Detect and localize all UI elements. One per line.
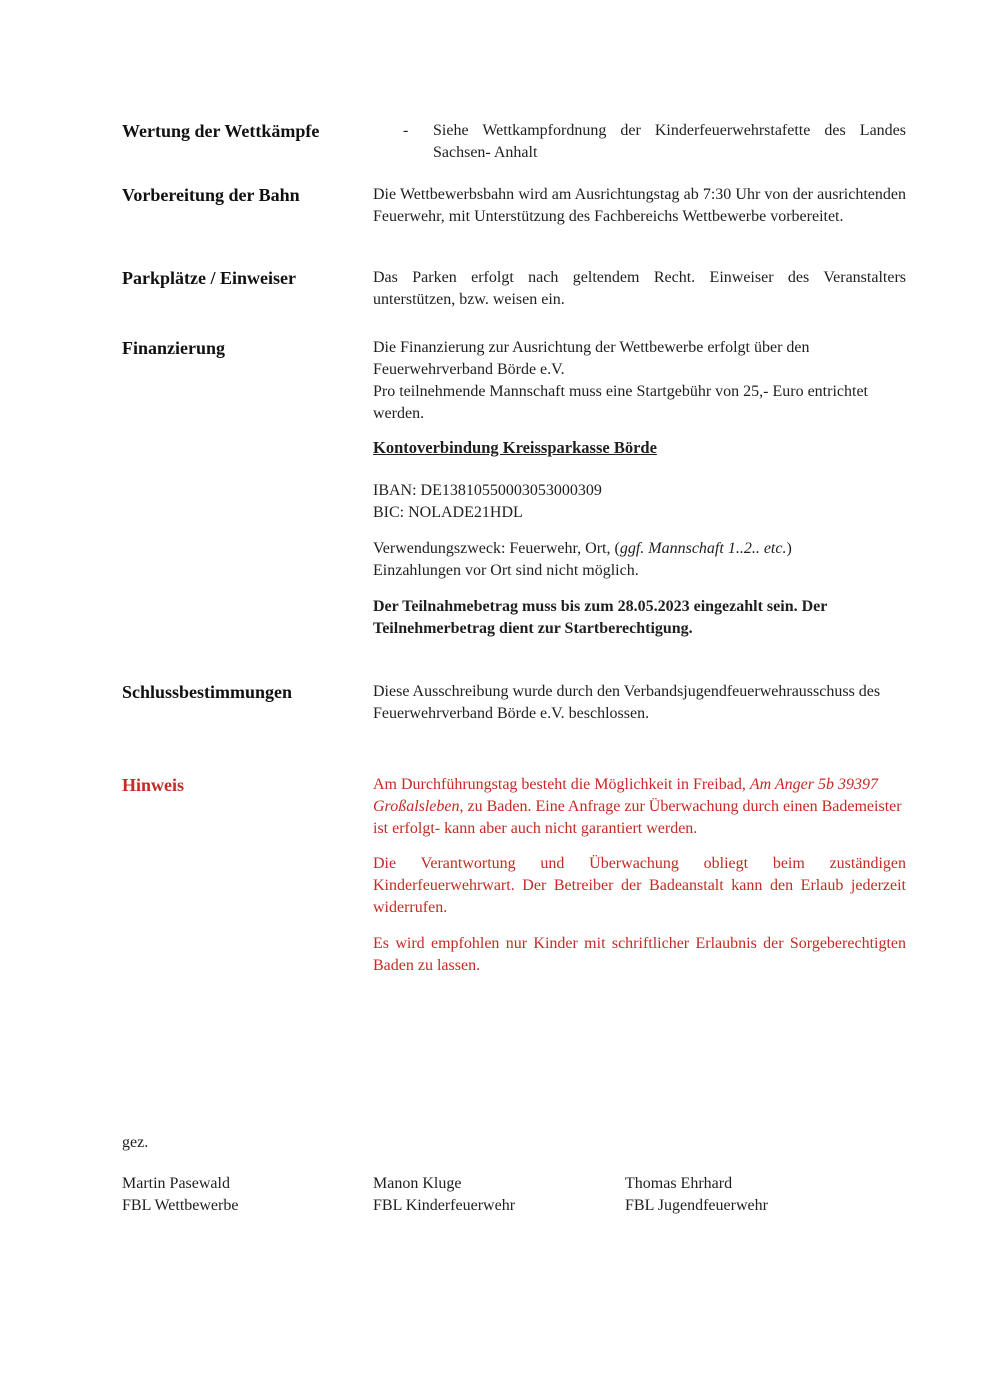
bank-heading-row	[373, 437, 906, 460]
signature-name: Martin Pasewald	[122, 1175, 230, 1192]
bic-line: BIC: NOLADE21HDL	[373, 504, 523, 521]
hinweis-para1-prefix: Am Durchführungstag besteht die Möglichkeit in Freibad,	[373, 776, 750, 793]
section-label-wertung: Wertung der Wettkämpfe	[122, 121, 320, 141]
signature-name: Manon Kluge	[373, 1175, 462, 1192]
hinweis-para2: Die Verantwortung und Überwachung obliegt beim zuständigen Kinderfeuerwehrwart. Der Betreiber der Badeanstalt kann den Erlaub jederzeit widerrufen.	[373, 855, 906, 916]
zweck-line	[373, 538, 906, 560]
zweck-suffix: )	[786, 540, 792, 557]
signature-col-1	[122, 1173, 238, 1217]
finanzierung-para2: Pro teilnehmende Mannschaft muss eine Startgebühr von 25,- Euro entrichtet werden.	[373, 383, 868, 422]
section-text-parkplaetze: Das Parken erfolgt nach geltendem Recht. Einweiser des Veranstalters unterstützen, bzw. weisen ein.	[373, 269, 906, 308]
section-text-schluss: Diese Ausschreibung wurde durch den Verbandsjugendfeuerwehrausschuss des Feuerwehrverband Börde e.V. beschlossen.	[373, 683, 881, 722]
signature-role: FBL Kinderfeuerwehr	[373, 1197, 516, 1214]
bullet-item	[373, 120, 906, 164]
finanzierung-para1: Die Finanzierung zur Ausrichtung der Wettbewerbe erfolgt über den Feuerwehrverband Börde e.V.	[373, 339, 810, 378]
signature-role: FBL Jugendfeuerwehr	[625, 1197, 768, 1214]
bullet-dash: -	[403, 122, 409, 139]
hinweis-para3: Es wird empfohlen nur Kinder mit schriftlicher Erlaubnis der Sorgeberechtigten Baden zu lassen.	[373, 935, 906, 974]
einzahlung-line: Einzahlungen vor Ort sind nicht möglich.	[373, 562, 639, 579]
iban-line: IBAN: DE13810550003053000309	[373, 482, 602, 499]
signature-col-2	[373, 1173, 515, 1217]
section-label-finanzierung: Finanzierung	[122, 338, 226, 358]
deadline-paragraph: Der Teilnahmebetrag muss bis zum 28.05.2023 eingezahlt sein. Der Teilnehmerbetrag dient zur Startberechtigung.	[373, 598, 828, 637]
section-label-schluss: Schlussbestimmungen	[122, 682, 293, 702]
gez-line: gez.	[122, 1134, 149, 1151]
section-text-vorbereitung: Die Wettbewerbsbahn wird am Ausrichtungstag ab 7:30 Uhr von der ausrichtenden Feuerwehr, mit Unterstützung des Fachbereichs Wettbewerbe vorbereitet.	[373, 186, 906, 225]
signature-col-3	[625, 1173, 768, 1217]
section-content-wertung	[373, 120, 906, 164]
zweck-prefix: Verwendungszweck: Feuerwehr, Ort, (	[373, 540, 620, 557]
bank-heading: Kontoverbindung Kreissparkasse Börde	[373, 438, 657, 457]
signature-name: Thomas Ehrhard	[625, 1175, 733, 1192]
signature-role: FBL Wettbewerbe	[122, 1197, 239, 1214]
hinweis-para1	[373, 774, 906, 840]
section-label-vorbereitung: Vorbereitung der Bahn	[122, 185, 300, 205]
section-label-parkplaetze: Parkplätze / Einweiser	[122, 268, 296, 288]
hinweis-para1-suffix: , zu Baden. Eine Anfrage zur Überwachung durch einen Bademeister ist erfolgt- kann aber auch nicht garantiert werden.	[373, 798, 902, 837]
section-label-hinweis: Hinweis	[122, 775, 185, 795]
hinweis-para1-italic: Am Anger 5b 39397 Großalsleben	[373, 776, 878, 815]
zweck-italic: ggf. Mannschaft 1..2.. etc.	[619, 540, 787, 557]
section-text-wertung: Siehe Wettkampfordnung der Kinderfeuerwehrstafette des Landes Sachsen- Anhalt	[433, 122, 906, 161]
